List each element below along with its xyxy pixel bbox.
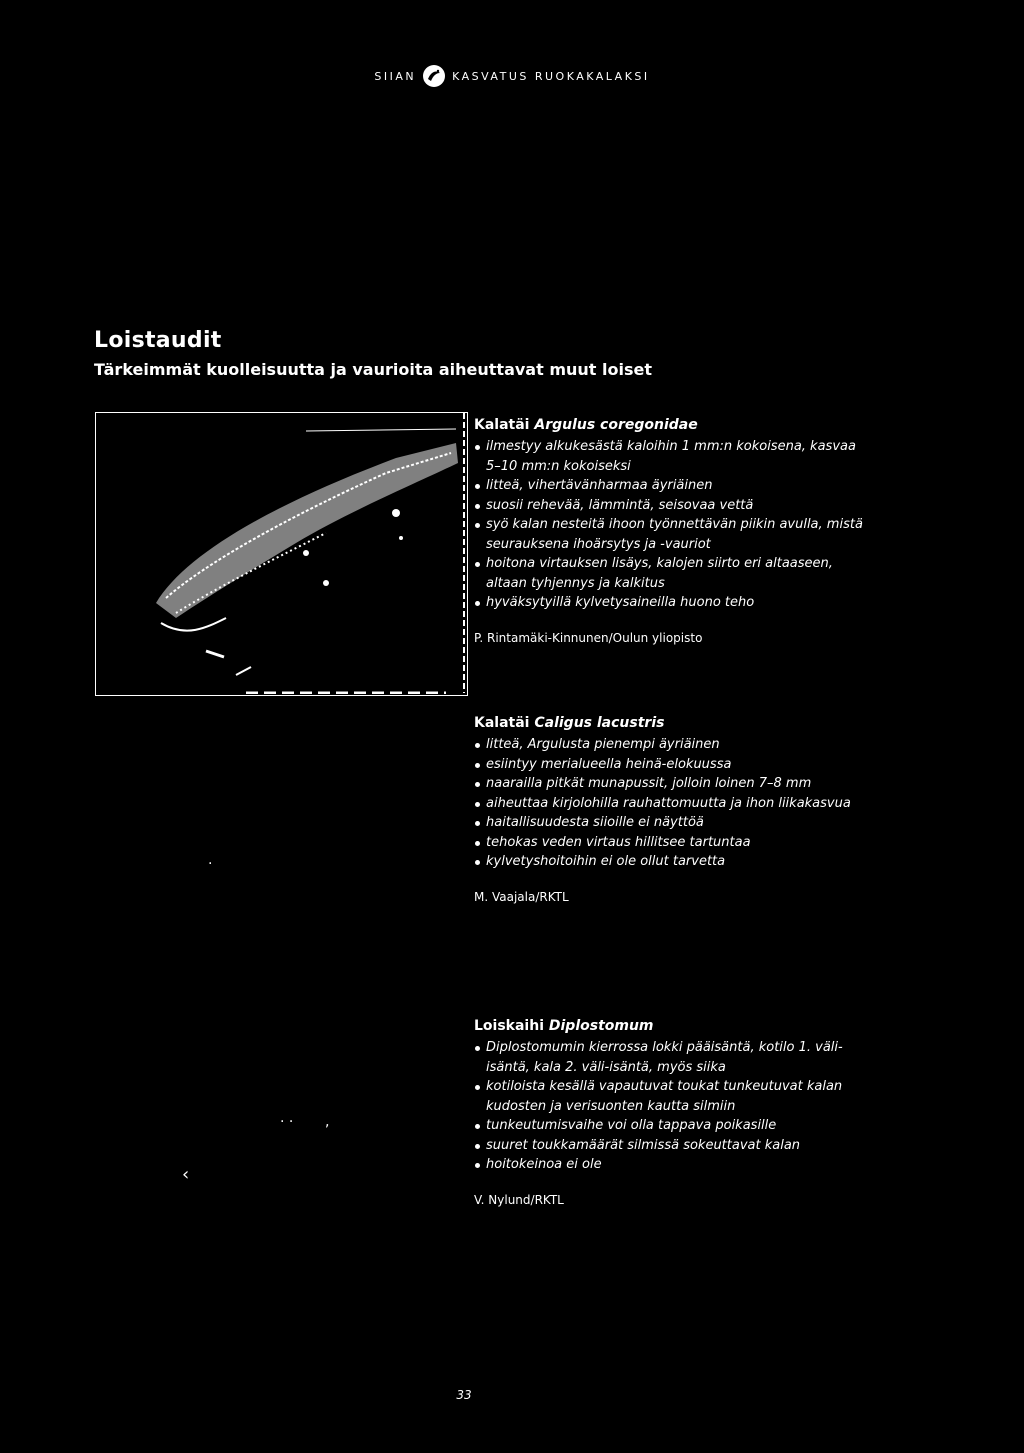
scan-speck: ‹ bbox=[182, 1164, 190, 1185]
photo-credit: M. Vaajala/RKTL bbox=[474, 889, 569, 904]
list-item: kylvetyshoitoihin ei ole ollut tarvetta bbox=[474, 852, 874, 872]
list-item: aiheuttaa kirjolohilla rauhattomuutta ja ihon liikakasvua bbox=[474, 794, 874, 814]
fish-circle-logo-icon bbox=[422, 64, 446, 88]
scan-speck: , bbox=[325, 1114, 330, 1130]
page-number: 33 bbox=[456, 1388, 472, 1402]
photo-credit: V. Nylund/RKTL bbox=[474, 1192, 564, 1207]
section-title-species: Argulus coregonidae bbox=[534, 417, 698, 433]
list-item: Diplostomumin kierrossa lokki pääisäntä, kotilo 1. väli-isäntä, kala 2. väli-isäntä, myös siika bbox=[474, 1038, 874, 1077]
list-item: kotiloista kesällä vapautuvat toukat tunkeutuvat kalan kudosten ja verisuonten kautta silmiin bbox=[474, 1077, 874, 1116]
section-title-plain: Kalatäi bbox=[474, 715, 530, 731]
scan-speck: · bbox=[208, 856, 213, 872]
scan-speck: · · bbox=[280, 1114, 294, 1130]
section-title-plain: Loiskaihi bbox=[474, 1018, 544, 1034]
section-title bbox=[474, 416, 874, 435]
header-left-text: SIIAN bbox=[374, 69, 417, 83]
section-title bbox=[474, 1017, 874, 1036]
list-item: litteä, Argulusta pienempi äyriäinen bbox=[474, 735, 874, 755]
argulus-photo bbox=[95, 412, 468, 696]
list-item: ilmestyy alkukesästä kaloihin 1 mm:n kokoisena, kasvaa 5–10 mm:n kokoiseksi bbox=[474, 437, 874, 476]
list-item: suosii rehevää, lämmintä, seisovaa vettä bbox=[474, 496, 874, 516]
section-diplostomum bbox=[474, 1017, 874, 1207]
list-item: esiintyy merialueella heinä-elokuussa bbox=[474, 755, 874, 775]
bullet-list bbox=[474, 1038, 874, 1175]
page-title: Loistaudit bbox=[94, 328, 222, 353]
section-caligus bbox=[474, 714, 874, 904]
page-subtitle: Tärkeimmät kuolleisuutta ja vaurioita aiheuttavat muut loiset bbox=[94, 360, 652, 379]
list-item: hoitokeinoa ei ole bbox=[474, 1155, 874, 1175]
section-title-species: Caligus lacustris bbox=[534, 715, 665, 731]
list-item: syö kalan nesteitä ihoon työnnettävän piikin avulla, mistä seurauksena ihoärsytys ja -vauriot bbox=[474, 515, 874, 554]
list-item: suuret toukkamäärät silmissä sokeuttavat kalan bbox=[474, 1136, 874, 1156]
header-right-text: KASVATUS RUOKAKALAKSI bbox=[452, 69, 650, 83]
bullet-list bbox=[474, 437, 874, 613]
list-item: tehokas veden virtaus hillitsee tartuntaa bbox=[474, 833, 874, 853]
list-item: tunkeutumisvaihe voi olla tappava poikasille bbox=[474, 1116, 874, 1136]
bullet-list bbox=[474, 735, 874, 872]
running-header bbox=[0, 64, 1024, 88]
list-item: hoitona virtauksen lisäys, kalojen siirto eri altaaseen, altaan tyhjennys ja kalkitus bbox=[474, 554, 874, 593]
section-title-plain: Kalatäi bbox=[474, 417, 530, 433]
list-item: naarailla pitkät munapussit, jolloin loinen 7–8 mm bbox=[474, 774, 874, 794]
list-item: hyväksytyillä kylvetysaineilla huono teho bbox=[474, 593, 874, 613]
section-argulus bbox=[474, 416, 874, 645]
section-title bbox=[474, 714, 874, 733]
list-item: litteä, vihertävänharmaa äyriäinen bbox=[474, 476, 874, 496]
list-item: haitallisuudesta siioille ei näyttöä bbox=[474, 813, 874, 833]
section-title-species: Diplostomum bbox=[548, 1018, 654, 1034]
argulus-fish-image bbox=[96, 413, 466, 694]
photo-credit: P. Rintamäki-Kinnunen/Oulun yliopisto bbox=[474, 630, 703, 645]
